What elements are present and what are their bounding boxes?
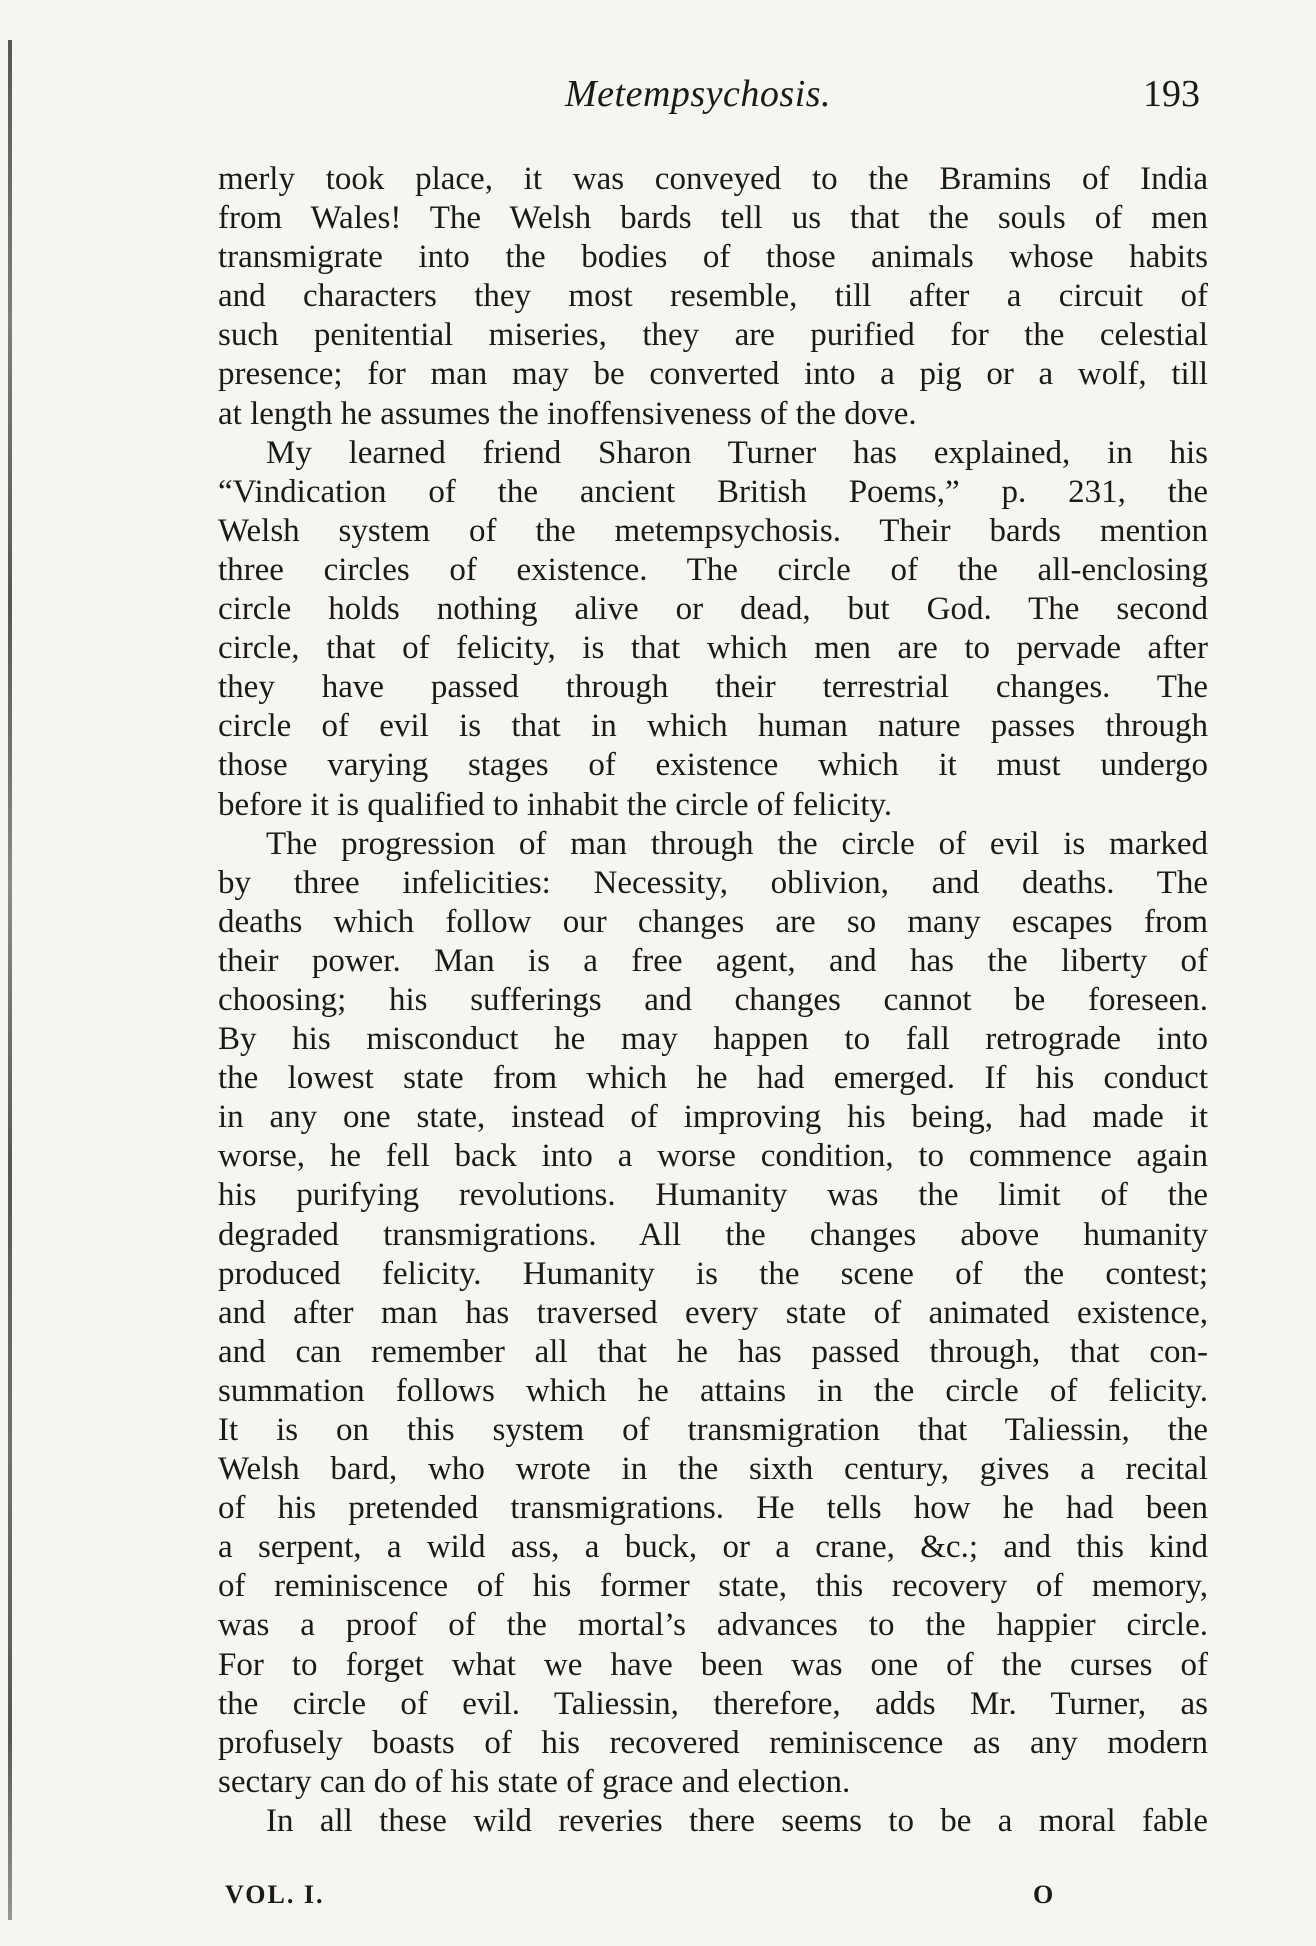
- text-line: circle of evil is that in which human nature passes through: [218, 708, 1208, 745]
- text-line: the circle of evil. Taliessin, therefore, adds Mr. Turner, as: [218, 1685, 1208, 1722]
- text-line: By his misconduct he may happen to fall retrograde into: [218, 1021, 1208, 1058]
- text-line: sectary can do of his state of grace and election.: [218, 1763, 851, 1800]
- body-text: [218, 160, 1208, 1841]
- text-line: of reminiscence of his former state, this recovery of memory,: [218, 1568, 1208, 1605]
- text-line: profusely boasts of his recovered reminiscence as any modern: [218, 1724, 1208, 1761]
- text-line: circle holds nothing alive or dead, but God. The second: [218, 591, 1208, 628]
- paragraph-start-line: In all these wild reveries there seems to be a moral fable: [266, 1802, 1208, 1839]
- text-line: For to forget what we have been was one of the curses of: [218, 1646, 1208, 1683]
- volume-mark: VOL. I.: [225, 1880, 325, 1909]
- text-line: the lowest state from which he had emerged. If his conduct: [218, 1060, 1208, 1097]
- text-line: at length he assumes the inoffensiveness of the dove.: [218, 395, 917, 432]
- paragraph-start-line: My learned friend Sharon Turner has explained, in his: [266, 434, 1208, 471]
- text-line: those varying stages of existence which it must undergo: [218, 747, 1208, 784]
- text-line: three circles of existence. The circle of the all-enclosing: [218, 551, 1208, 588]
- text-line: Welsh system of the metempsychosis. Their bards mention: [218, 512, 1208, 549]
- text-line: and characters they most resemble, till after a circuit of: [218, 278, 1208, 315]
- text-line: a serpent, a wild ass, a buck, or a crane, &c.; and this kind: [218, 1529, 1208, 1566]
- text-line: and after man has traversed every state of animated existence,: [218, 1294, 1208, 1331]
- text-line: and can remember all that he has passed through, that con-: [218, 1333, 1208, 1370]
- text-line: presence; for man may be converted into a pig or a wolf, till: [218, 356, 1208, 393]
- text-line: from Wales! The Welsh bards tell us that the souls of men: [218, 200, 1208, 237]
- text-line: was a proof of the mortal’s advances to the happier circle.: [218, 1607, 1208, 1644]
- text-line: Welsh bard, who wrote in the sixth century, gives a recital: [218, 1451, 1208, 1488]
- running-head: [225, 72, 1205, 122]
- text-line: deaths which follow our changes are so many escapes from: [218, 903, 1208, 940]
- text-line: It is on this system of transmigration that Taliessin, the: [218, 1412, 1208, 1448]
- paragraph-start-line: The progression of man through the circle of evil is marked: [266, 825, 1208, 862]
- text-line: “Vindication of the ancient British Poems,” p. 231, the: [218, 473, 1208, 510]
- signature-mark: O: [1033, 1880, 1054, 1909]
- page-footer: [225, 1880, 1205, 1920]
- page-number: 193: [1143, 73, 1200, 115]
- text-line: transmigrate into the bodies of those animals whose habits: [218, 239, 1208, 276]
- text-line: circle, that of felicity, is that which men are to pervade after: [218, 630, 1208, 667]
- text-line: produced felicity. Humanity is the scene of the contest;: [218, 1255, 1208, 1292]
- text-line: before it is qualified to inhabit the circle of felicity.: [218, 786, 893, 823]
- text-line: their power. Man is a free agent, and has the liberty of: [218, 942, 1208, 979]
- text-line: choosing; his sufferings and changes cannot be foreseen.: [218, 981, 1208, 1018]
- text-line: summation follows which he attains in the circle of felicity.: [218, 1372, 1208, 1409]
- text-line: his purifying revolutions. Humanity was the limit of the: [218, 1177, 1208, 1214]
- binding-edge: [8, 40, 12, 1920]
- running-title: Metempsychosis.: [565, 73, 832, 115]
- text-line: such penitential miseries, they are purified for the celestial: [218, 317, 1208, 354]
- text-line: merly took place, it was conveyed to the Bramins of India: [218, 161, 1208, 197]
- text-line: they have passed through their terrestrial changes. The: [218, 669, 1208, 706]
- text-line: of his pretended transmigrations. He tells how he had been: [218, 1490, 1208, 1527]
- text-line: degraded transmigrations. All the changes above humanity: [218, 1216, 1208, 1253]
- text-line: worse, he fell back into a worse condition, to commence again: [218, 1138, 1208, 1175]
- text-line: by three infelicities: Necessity, oblivion, and deaths. The: [218, 864, 1208, 901]
- text-line: in any one state, instead of improving his being, had made it: [218, 1099, 1208, 1136]
